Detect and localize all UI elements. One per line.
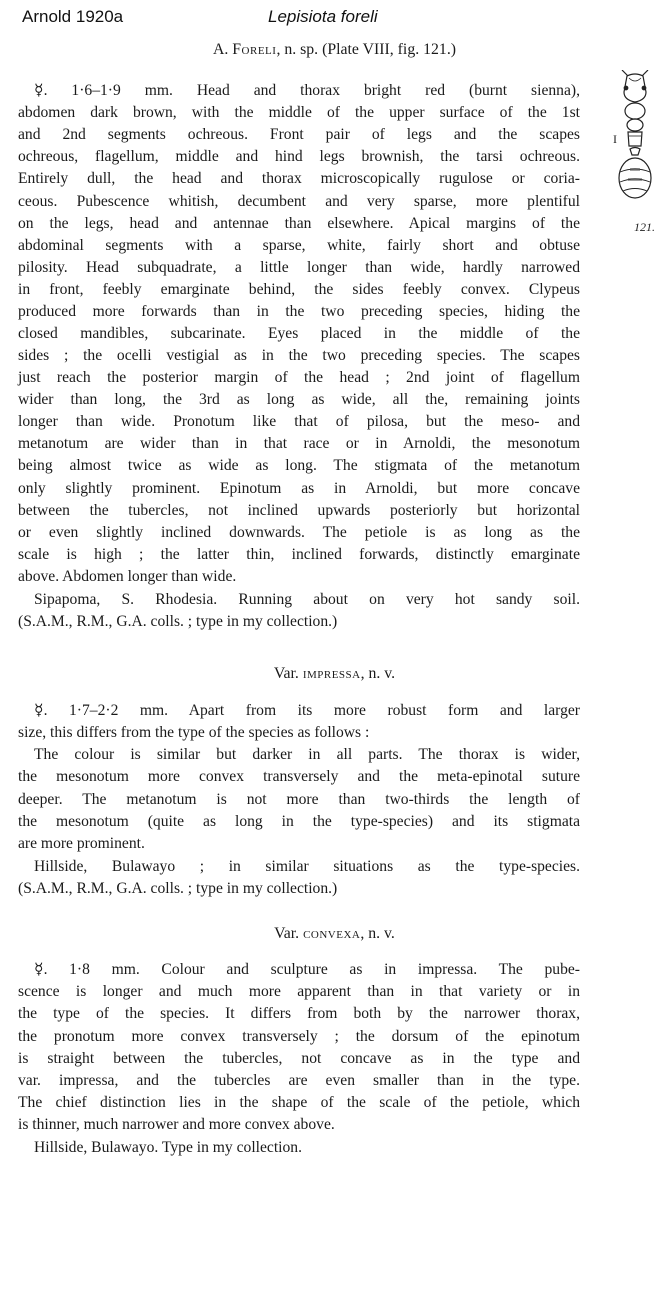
body-line: metanotum are wider than in that race or in Arnoldi, the mesonotum bbox=[18, 435, 580, 452]
figure-side-mark: I bbox=[613, 132, 617, 146]
body-line: The chief distinction lies in the shape of the scale of the petiole, which bbox=[18, 1094, 580, 1111]
heading-variety-name: convexa bbox=[303, 925, 361, 942]
body-line: size, this differs from the type of the species as follows : bbox=[18, 724, 370, 741]
body-line: and 2nd segments ochreous. Front pair of legs and the scapes bbox=[18, 126, 580, 143]
body-line: The colour is similar but darker in all parts. The thorax is wider, bbox=[34, 746, 580, 763]
body-line: or even slightly inclined downwards. The petiole is as long as the bbox=[18, 524, 580, 541]
locality-line: Sipapoma, S. Rhodesia. Running about on very hot sandy soil. bbox=[34, 591, 580, 608]
body-line: Entirely dull, the head and thorax microscopically rugulose or coria- bbox=[18, 170, 580, 187]
body-line: between the tubercles, not inclined upwards posteriorly but horizontal bbox=[18, 502, 580, 519]
citation-label: Arnold 1920a bbox=[22, 7, 124, 26]
body-line: the pronotum more convex transversely ; the dorsum of the epinotum bbox=[18, 1028, 580, 1045]
body-line: are more prominent. bbox=[18, 835, 145, 852]
body-line: in front, feebly emarginate behind, the sides feebly convex. Clypeus bbox=[18, 281, 580, 298]
body-line: is thinner, much narrower and more convex above. bbox=[18, 1116, 335, 1133]
locality-line: Hillside, Bulawayo ; in similar situations as the type-species. bbox=[34, 858, 580, 875]
collection-line: (S.A.M., R.M., G.A. colls. ; type in my collection.) bbox=[18, 613, 338, 630]
body-line: being almost twice as wide as long. The stigmata of the metanotum bbox=[18, 457, 580, 474]
body-line: abdomen dark brown, with the middle of the upper surface of the 1st bbox=[18, 104, 580, 121]
body-line: ☿. 1·8 mm. Colour and sculpture as in impressa. The pube- bbox=[34, 961, 580, 978]
heading-prefix: Var. bbox=[273, 665, 303, 682]
body-line: ceous. Pubescence whitish, decumbent and very sparse, more plentiful bbox=[18, 193, 580, 210]
body-line: closed mandibles, subcarinate. Eyes placed in the middle of the bbox=[18, 325, 580, 342]
species-heading bbox=[0, 41, 669, 59]
body-line: ☿. 1·7–2·2 mm. Apart from its more robust form and larger bbox=[34, 702, 580, 719]
body-line: deeper. The metanotum is not more than two-thirds the length of bbox=[18, 791, 580, 808]
heading-species-name: Foreli bbox=[232, 41, 277, 58]
heading-prefix: A. bbox=[212, 41, 233, 58]
body-line: abdominal segments with a sparse, white, fairly short and obtuse bbox=[18, 237, 580, 254]
body-line: above. Abdomen longer than wide. bbox=[18, 568, 237, 585]
heading-suffix: , n. v. bbox=[360, 665, 396, 682]
body-line: produced more forwards than in the two preceding species, hiding the bbox=[18, 303, 580, 320]
body-line: var. impressa, and the tubercles are even smaller than in the type. bbox=[18, 1072, 580, 1089]
heading-variety-name: impressa bbox=[302, 665, 361, 682]
body-line: pilosity. Head subquadrate, a little longer than wide, hardly narrowed bbox=[18, 259, 580, 276]
body-line: wider than long, the 3rd as long as wide, all the, remaining joints bbox=[18, 391, 580, 408]
body-line: on the legs, head and antennae than elsewhere. Apical margins of the bbox=[18, 215, 580, 232]
collection-line: (S.A.M., R.M., G.A. colls. ; type in my collection.) bbox=[18, 880, 338, 897]
variety-heading-impressa bbox=[0, 665, 669, 683]
body-line: scence is longer and much more apparent than in that variety or in bbox=[18, 983, 580, 1000]
species-label: Lepisiota foreli bbox=[268, 7, 378, 26]
heading-suffix: , n. v. bbox=[360, 925, 395, 942]
body-line: just reach the posterior margin of the head ; 2nd joint of flagellum bbox=[18, 369, 580, 386]
body-line: is straight between the tubercles, not concave as in the type and bbox=[18, 1050, 580, 1067]
body-line: sides ; the ocelli vestigial as in the two preceding species. The scapes bbox=[18, 347, 580, 364]
figure-number: 121. bbox=[634, 220, 655, 234]
body-line: scale is high ; the latter thin, inclined forwards, distinctly emarginate bbox=[18, 546, 580, 563]
body-line: ochreous, flagellum, middle and hind legs brownish, the tarsi ochreous. bbox=[18, 148, 580, 165]
heading-prefix: Var. bbox=[274, 925, 304, 942]
body-line: the mesonotum (quite as long in the type-species) and its stigmata bbox=[18, 813, 580, 830]
body-line: ☿. 1·6–1·9 mm. Head and thorax bright red (burnt sienna), bbox=[34, 82, 580, 99]
body-line: only slightly prominent. Epinotum as in Arnoldi, but more concave bbox=[18, 480, 580, 497]
body-line: the mesonotum more convex transversely and the meta-epinotal suture bbox=[18, 768, 580, 785]
body-line: longer than wide. Pronotum like that of pilosa, but the meso- and bbox=[18, 413, 580, 430]
ant-worker-dorsal-drawing-icon bbox=[604, 70, 666, 238]
locality-line: Hillside, Bulawayo. Type in my collection. bbox=[34, 1139, 303, 1156]
variety-heading-convexa bbox=[0, 925, 669, 943]
body-line: the type of the species. It differs from both by the narrower thorax, bbox=[18, 1005, 580, 1022]
heading-suffix: , n. sp. (Plate VIII, fig. 121.) bbox=[276, 41, 457, 58]
